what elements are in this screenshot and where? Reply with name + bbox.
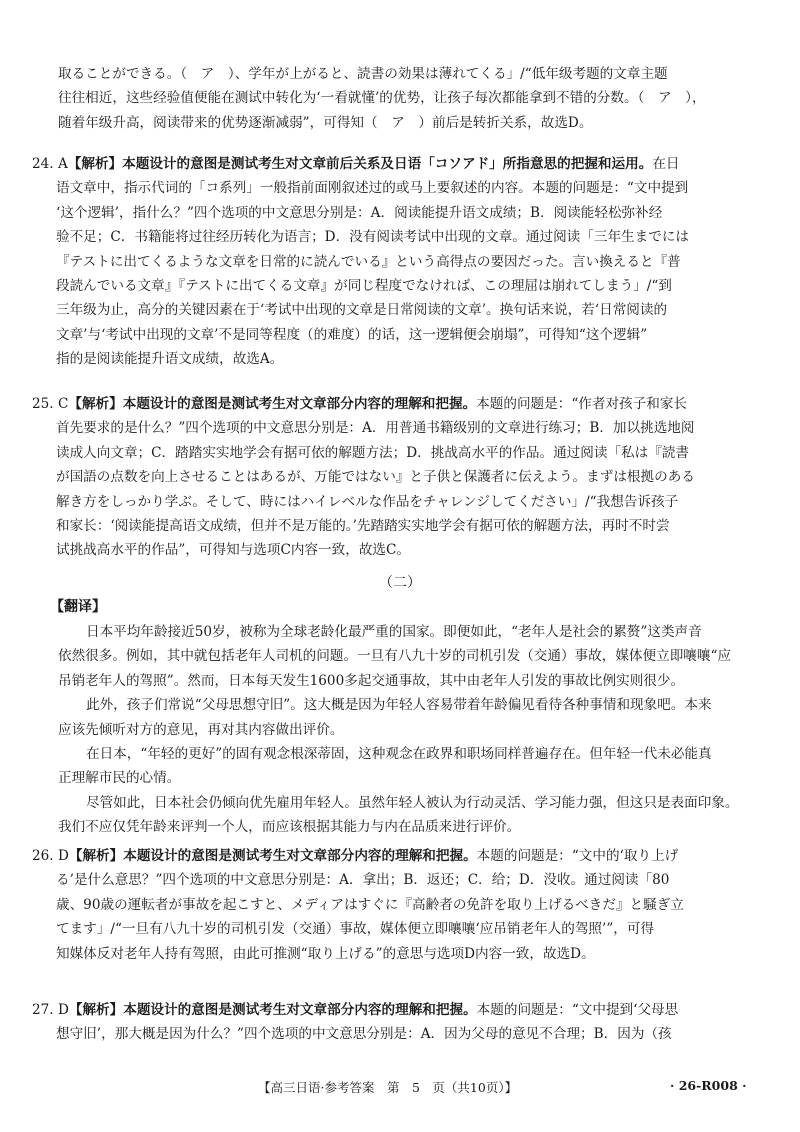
analysis-line: 三年级为止，高分的关键因素在于‘考试中出现的文章是日常阅读的文章’。换句话来说，若‘日常阅读的: [56, 302, 668, 319]
question-26: [32, 844, 758, 966]
analysis-line: 验不足；C．书籍能将过往经历转化为语言；D．没有阅读考试中出现的文章。通过阅读「三年生までには: [56, 229, 690, 246]
analysis-line: 歳、90歳の運転者が事故を起こすと、メディアはすぐに『高齢者の免許を取り上げるべきだ』と騒ぎ立: [56, 896, 684, 913]
analysis-tag: 【解析】: [67, 156, 123, 172]
answer-letter: D: [57, 848, 69, 864]
answer-letter: D: [57, 1002, 69, 1018]
question-24: [32, 152, 758, 372]
analysis-line: 指的是阅读能提升语文成绩，故选A。: [56, 351, 284, 368]
analysis-line: 语文章中，指示代词的「コ系列」一般指前面刚叙述过的或马上要叙述的内容。本题的问题是：“文中提到: [56, 180, 689, 197]
question-number: 26.: [32, 848, 54, 864]
analysis-line: ‘这个逻辑’，指什么？”四个选项的中文意思分别是：A．阅读能提升语文成绩；B．阅读能轻松弥补经: [56, 204, 663, 221]
answer-letter: C: [57, 396, 69, 412]
translation-line: 我们不应仅凭年龄来评判一个人，而应该根据其能力与内在品质来进行评价。: [58, 819, 521, 836]
translation-label: 【翻译】: [50, 599, 106, 615]
question-27: [32, 998, 758, 1047]
translation-line: 正理解市民的心情。: [58, 770, 181, 787]
translation-line: 此外，孩子们常说“父母思想守旧”。这大概是因为年轻人容易带着年龄偏见看待各种事情和现象吧。本来: [86, 697, 712, 714]
analysis-text: 本题的问题是：“文中提到‘父母思: [476, 1002, 679, 1018]
question-26-first-line: [32, 844, 758, 868]
analysis-line: 知媒体反对老年人持有驾照，由此可推测“取り上げる”的意思与选项D内容一致，故选D。: [56, 945, 595, 962]
analysis-line: 段読んでいる文章』『テストに出てくる文章』が同じ程度でなければ、この理屈は崩れてしまう」/“到: [56, 278, 672, 295]
analysis-line: が国語の点数を向上させることはあるが、万能ではない』と子供と保護者に伝えよう。まずは根拠のある: [56, 469, 695, 486]
analysis-tag: 【解析】: [68, 396, 123, 412]
question-number: 27.: [32, 1002, 54, 1018]
analysis-lead: 本题设计的意图是测试考生对文章部分内容的理解和把握。: [123, 848, 477, 864]
analysis-lead: 本题设计的意图是测试考生对文章部分内容的理解和把握。: [122, 396, 477, 412]
question-25-first-line: [32, 392, 758, 416]
analysis-tag: 【解析】: [68, 848, 124, 864]
analysis-text: 在日: [652, 156, 680, 172]
analysis-line: 和家长：‘阅读能提高语文成绩，但并不是万能的。’先踏踏实实地学会有据可依的解题方法，再时不时尝: [56, 518, 670, 535]
question-24-first-line: [32, 152, 758, 176]
intro-block: [58, 62, 758, 135]
analysis-line: てます」/“一旦有八九十岁的司机引发（交通）事故，媒体便立即嚷嚷‘应吊销老年人的驾照’”，可得: [56, 921, 655, 938]
analysis-tag: 【解析】: [68, 1002, 124, 1018]
translation-line: 吊销老年人的驾照”。然而，日本每天发生1600多起交通事故，其中由老年人引发的事故比例实则很少。: [58, 672, 685, 689]
analysis-line: る’是什么意思？”四个选项的中文意思分别是：A．拿出；B．返还；C．给；D．没收。通过阅读「80: [56, 872, 670, 889]
analysis-line: 试挑战高水平的作品”，可得知与选项C内容一致，故选C。: [56, 542, 410, 559]
translation-line: 尽管如此，日本社会仍倾向优先雇用年轻人。虽然年轻人被认为行动灵活、学习能力强，但这只是表面印象。: [86, 794, 739, 811]
analysis-line: 『テストに出てくるような文章を日常的に読んでいる』という高得点の要因だった。言い換えると『普: [56, 253, 681, 270]
translation-line: 在日本，“年轻的更好”的固有观念根深蒂固，这种观念在政界和职场同样普遍存在。但年轻一代未必能真: [86, 746, 712, 763]
document-code: · 26-R008 ·: [670, 1078, 747, 1093]
question-27-first-line: [32, 998, 758, 1022]
analysis-line: 解き方をしっかり学ぶ。そして、時にはハイレベルな作品をチャレンジしてください」/“我想告诉孩子: [56, 493, 679, 510]
section-title: （二）: [379, 575, 421, 591]
analysis-lead: 本题设计的意图是测试考生对文章前后关系及日语「コソアド」所指意思的把握和运用。: [122, 156, 653, 172]
intro-line: 取ることができる。（ ア ）、学年が上がると、読書の効果は薄れてくる」/“低年级考题的文章主题: [58, 66, 668, 82]
analysis-lead: 本题设计的意图是测试考生对文章部分内容的理解和把握。: [123, 1002, 477, 1018]
analysis-text: 本题的问题是：“作者对孩子和家长: [476, 396, 688, 412]
analysis-text: 本题的问题是：“文中的‘取り上げ: [476, 848, 679, 864]
question-number: 24.: [32, 156, 54, 172]
analysis-line: 想守旧’，那大概是因为什么？”四个选项的中文意思分别是：A．因为父母的意见不合理；B．因为（孩: [56, 1026, 672, 1043]
intro-line: 随着年级升高，阅读带来的优势逐渐减弱”，可得知（ ア ）前后是转折关系，故选D。: [58, 114, 593, 131]
translation-line: 应该先倾听对方的意见，再对其内容做出评价。: [58, 721, 344, 738]
translation-line: 依然很多。例如，其中就包括老年人司机的问题。一旦有八九十岁的司机引发（交通）事故，媒体便立即嚷嚷“应: [58, 648, 732, 665]
question-number: 25.: [32, 396, 54, 412]
page-footer: 【高三日语·参考答案 第 5 页（共10页）】: [258, 1080, 518, 1095]
translation-line: 日本平均年龄接近50岁，被称为全球老龄化最严重的国家。即便如此，“老年人是社会的累赘”这类声音: [86, 624, 702, 640]
translation-body: [58, 620, 758, 840]
answer-letter: A: [57, 156, 68, 172]
analysis-line: 读成人向文章；C．踏踏实实地学会有据可依的解题方法；D．挑战高水平的作品。通过阅读「私は『読書: [56, 444, 690, 461]
question-25: [32, 392, 758, 563]
analysis-line: 首先要求的是什么？”四个选项的中文意思分别是：A．用普通书籍级别的文章进行练习；B．加以挑选地阅: [56, 420, 695, 437]
analysis-line: 文章’与‘考试中出现的文章’不是同等程度（的难度）的话，这一逻辑便会崩塌”，可得知“这个逻辑”: [56, 326, 648, 343]
intro-line: 往往相近，这些经验值便能在测试中转化为‘一看就懂’的优势，让孩子每次都能拿到不错的分数。（ ア ），: [58, 90, 706, 107]
